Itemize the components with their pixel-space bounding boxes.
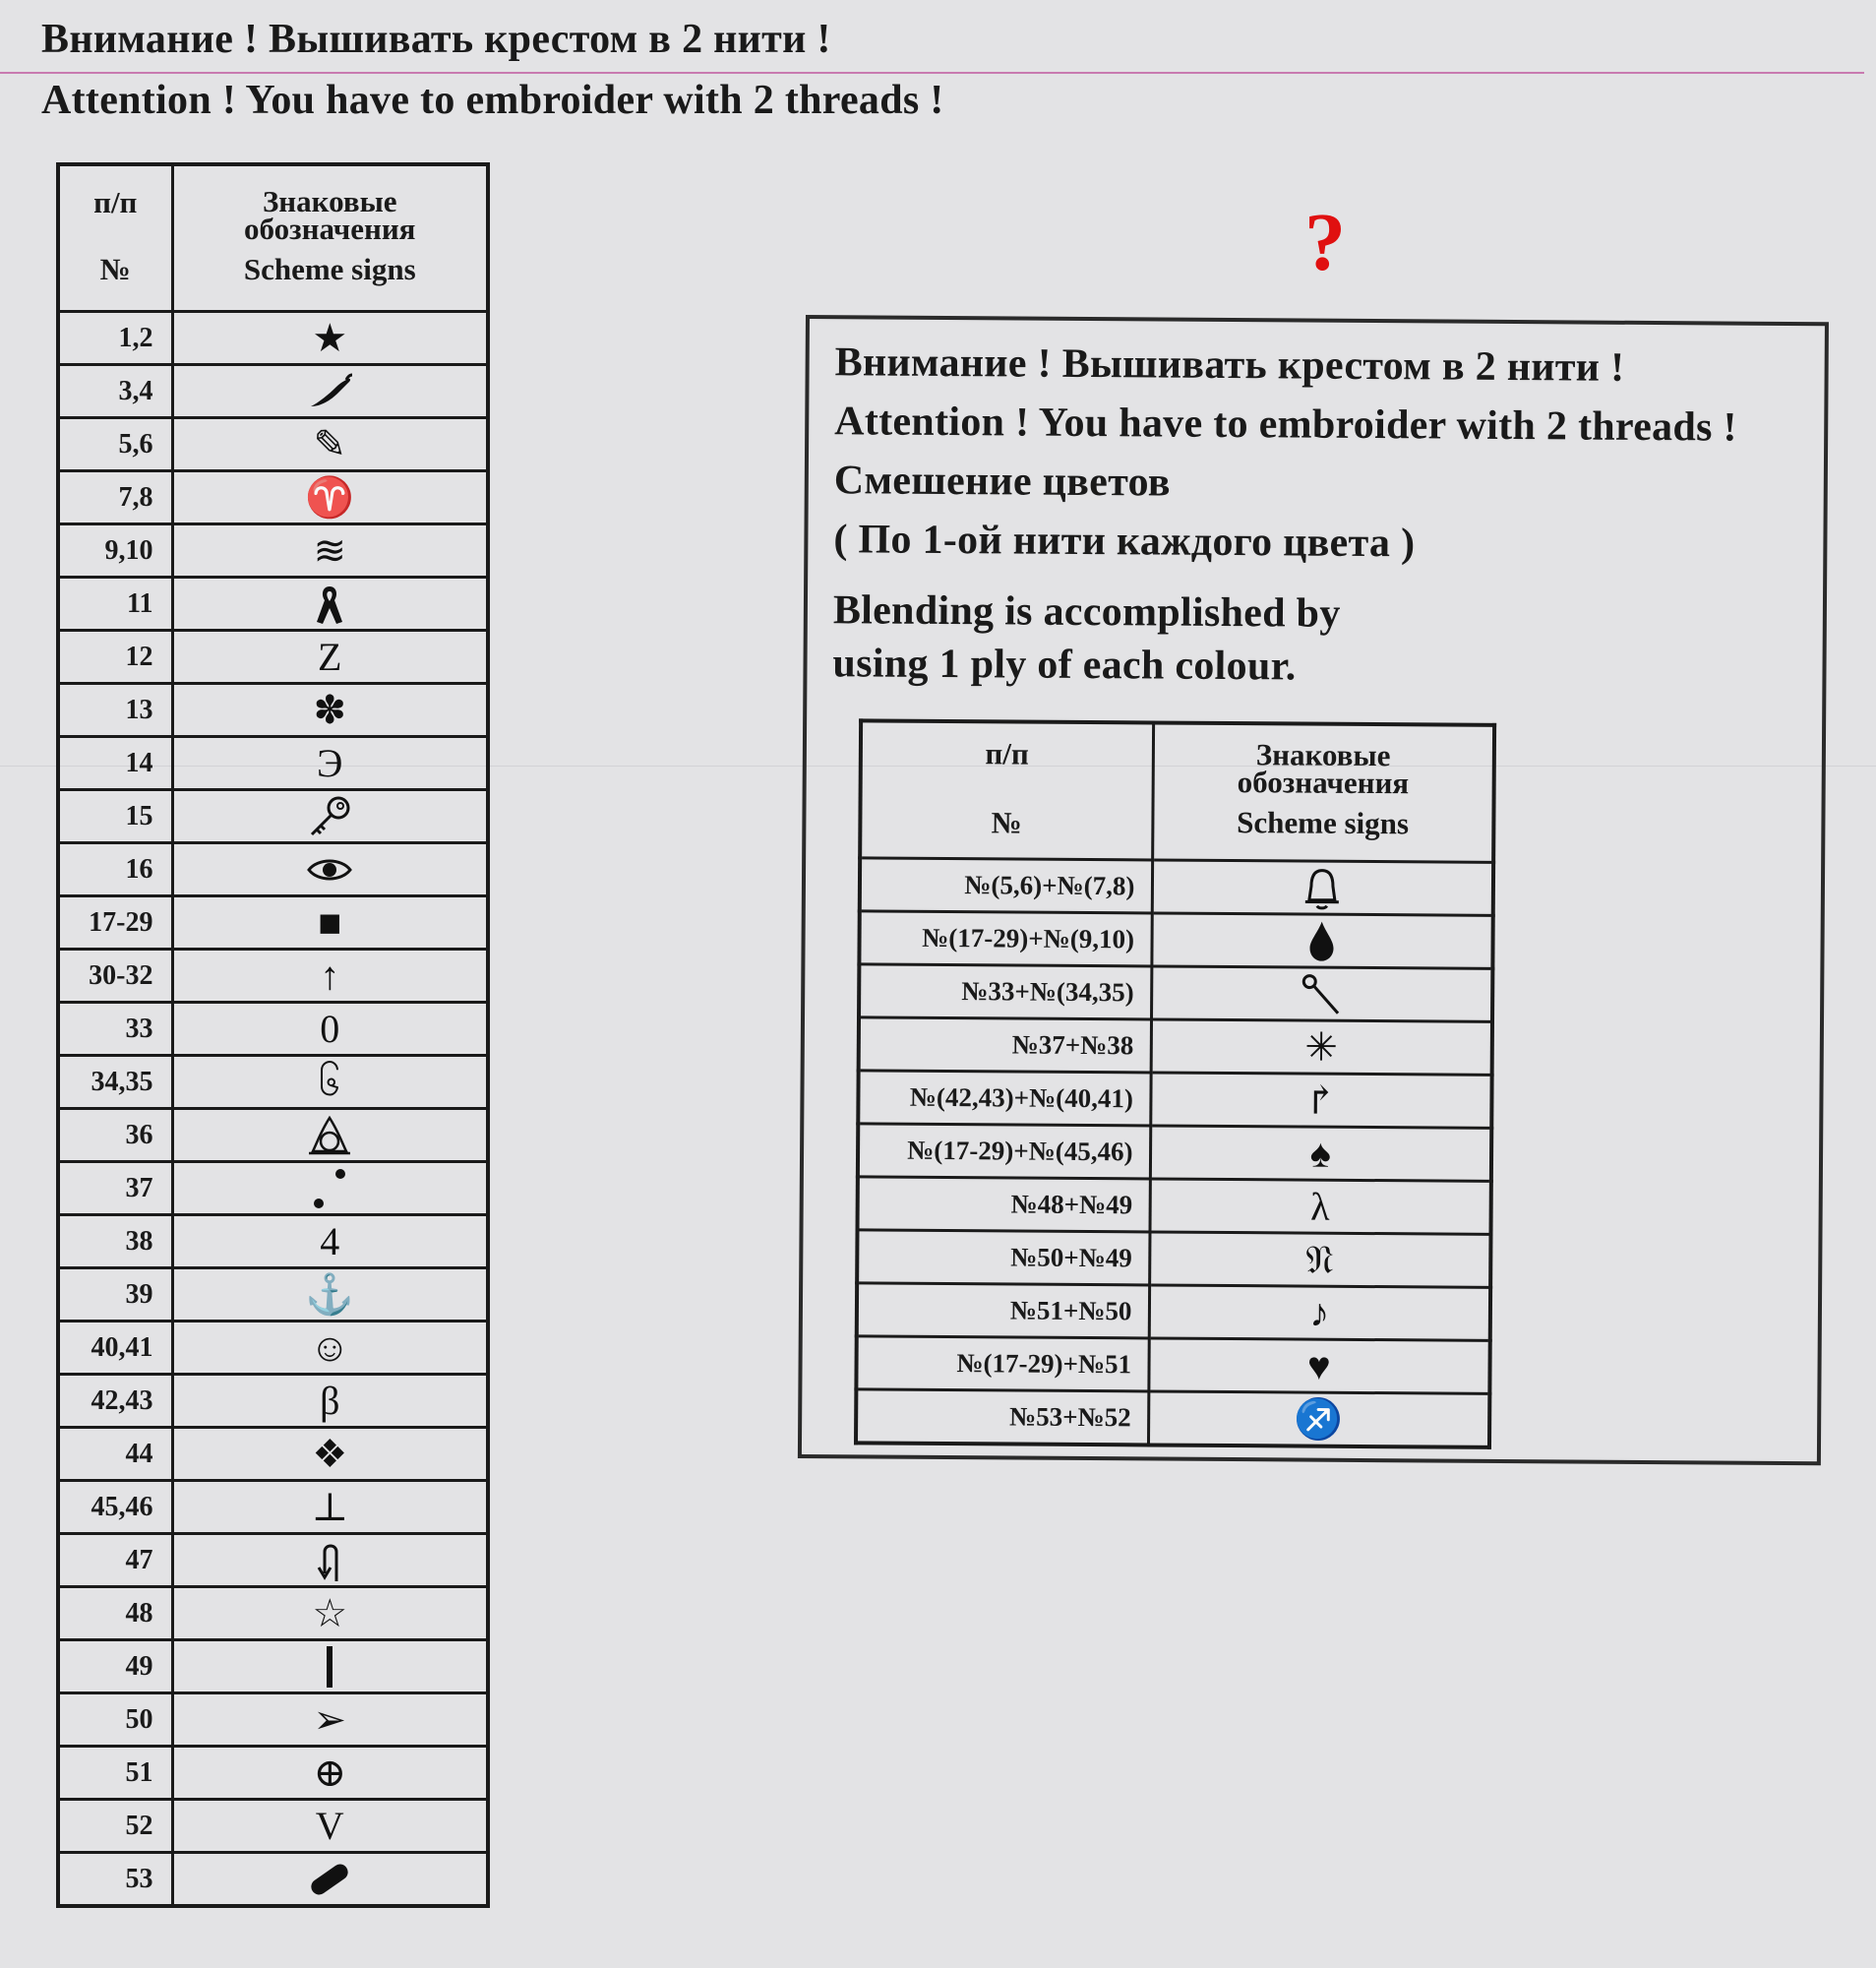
row-number: №50+№49 xyxy=(857,1230,1149,1285)
table-header xyxy=(58,164,488,312)
col-num-top: п/п xyxy=(93,185,138,219)
col-sign-bottom: Scheme signs xyxy=(1237,805,1410,841)
table-row xyxy=(58,1428,488,1481)
table-row xyxy=(58,896,488,950)
arrowhead-icon: ➢ xyxy=(313,1696,346,1742)
two-dots-icon xyxy=(174,1164,487,1213)
table-row xyxy=(857,1230,1490,1287)
row-number: №(17-29)+№51 xyxy=(856,1336,1148,1391)
smiley-icon: ☺ xyxy=(309,1324,350,1370)
col-num-bottom: № xyxy=(991,805,1022,840)
warning-ru: Внимание ! Вышивать крестом в 2 нити ! xyxy=(41,17,831,62)
col-sign-top: Знаковые обозначения xyxy=(244,184,416,246)
four-diamonds-icon: ❖ xyxy=(312,1431,348,1476)
flower-icon: ✽ xyxy=(313,687,346,732)
row-number: 17-29 xyxy=(58,896,172,950)
row-number: №37+№38 xyxy=(859,1017,1151,1073)
table-row xyxy=(857,1283,1490,1340)
table-row xyxy=(58,1534,488,1587)
row-number: 14 xyxy=(58,737,172,790)
table-row xyxy=(58,578,488,631)
table-row xyxy=(58,1056,488,1109)
question-mark: ? xyxy=(1304,197,1346,288)
table-row xyxy=(58,1800,488,1853)
col-sign-bottom: Scheme signs xyxy=(243,252,416,286)
aries-icon: ♈ xyxy=(305,474,355,520)
row-number: 51 xyxy=(58,1747,172,1800)
table-row xyxy=(58,1747,488,1800)
table-row xyxy=(858,1177,1491,1234)
col-sign-top: Знаковые обозначения xyxy=(1237,737,1410,801)
outline-star-icon: ☆ xyxy=(312,1590,348,1635)
pink-rule xyxy=(0,72,1864,74)
letter-v-icon: V xyxy=(315,1803,344,1848)
mix-note: ( По 1-ой нити каждого цвета ) xyxy=(833,517,1416,567)
triquetra-icon xyxy=(174,1114,487,1157)
row-number: 15 xyxy=(58,790,172,843)
aquarius-icon: ≋ xyxy=(313,527,346,573)
beta-icon: β xyxy=(320,1378,340,1423)
row-number: 5,6 xyxy=(58,418,172,471)
reversed-e-icon: Э xyxy=(317,740,343,785)
heart-icon: ♥ xyxy=(1306,1343,1331,1388)
up-arrow-icon: ↑ xyxy=(320,953,340,998)
capsule-icon xyxy=(174,1859,487,1900)
zero-slash-icon: 0 xyxy=(320,1006,340,1051)
row-number: 9,10 xyxy=(58,524,172,578)
pin-icon xyxy=(1153,970,1491,1017)
row-number: 1,2 xyxy=(58,312,172,365)
row-number: 7,8 xyxy=(58,471,172,524)
table-row xyxy=(58,365,488,418)
row-number: 16 xyxy=(58,843,172,896)
circled-plus-icon: ⊕ xyxy=(313,1750,346,1795)
row-number: №(17-29)+№(9,10) xyxy=(859,911,1151,966)
table-row xyxy=(859,964,1492,1021)
row-number: 13 xyxy=(58,684,172,737)
row-number: 50 xyxy=(58,1693,172,1747)
blend-line-1: Blending is accomplished by xyxy=(832,587,1341,637)
table-row xyxy=(58,1375,488,1428)
row-number: 3,4 xyxy=(58,365,172,418)
sagittarius-icon: ♐ xyxy=(1294,1395,1344,1442)
table-row xyxy=(58,1853,488,1907)
table-row xyxy=(58,418,488,471)
table-row xyxy=(860,858,1493,915)
table-row xyxy=(859,1017,1492,1075)
row-number: 42,43 xyxy=(58,1375,172,1428)
row-number: 11 xyxy=(58,578,172,631)
anchor-icon: ⚓ xyxy=(305,1271,355,1317)
table-row xyxy=(858,1124,1491,1181)
panel-warning-en: Attention ! You have to embroider with 2 threads ! xyxy=(834,399,1737,451)
row-number: 47 xyxy=(58,1534,172,1587)
letter-z-icon: Z xyxy=(318,634,342,679)
up-tack-icon: ⊥ xyxy=(311,1484,349,1529)
table-row xyxy=(58,312,488,365)
row-number: №48+№49 xyxy=(858,1177,1150,1232)
table-row xyxy=(58,1587,488,1640)
row-number: 40,41 xyxy=(58,1322,172,1375)
row-number: 45,46 xyxy=(58,1481,172,1534)
row-number: 48 xyxy=(58,1587,172,1640)
filled-square-icon: ■ xyxy=(318,899,342,945)
blend-line-2: using 1 ply of each colour. xyxy=(832,641,1297,690)
bell-icon xyxy=(1153,865,1491,910)
row-number: 38 xyxy=(58,1215,172,1268)
row-number: 49 xyxy=(58,1640,172,1693)
row-number: 53 xyxy=(58,1853,172,1907)
table-row xyxy=(58,1003,488,1056)
row-number: 12 xyxy=(58,631,172,684)
col-num-top: п/п xyxy=(985,736,1029,771)
fraktur-n-icon: 𝔑 xyxy=(1305,1237,1334,1282)
table-row xyxy=(58,950,488,1003)
row-number: №(42,43)+№(40,41) xyxy=(858,1071,1150,1126)
row-number: 34,35 xyxy=(58,1056,172,1109)
row-number: 33 xyxy=(58,1003,172,1056)
eye-icon xyxy=(174,855,487,885)
warning-en: Attention ! You have to embroider with 2 threads ! xyxy=(41,78,944,123)
panel-warning-ru: Внимание ! Вышивать крестом в 2 нити ! xyxy=(834,339,1625,391)
row-number: 44 xyxy=(58,1428,172,1481)
table-row xyxy=(58,1109,488,1162)
table-row xyxy=(58,1268,488,1322)
row-number: 30-32 xyxy=(58,950,172,1003)
vertical-bar-icon xyxy=(174,1644,487,1690)
table-row xyxy=(58,524,488,578)
row-number: №53+№52 xyxy=(856,1389,1148,1445)
scheme-signs-table xyxy=(56,162,490,1908)
table-header xyxy=(860,720,1494,862)
lambda-icon: λ xyxy=(1310,1184,1330,1229)
table-row xyxy=(58,1322,488,1375)
table-row xyxy=(859,911,1492,968)
spiral-icon: ၆ xyxy=(319,1059,341,1104)
drop-icon xyxy=(1153,917,1491,964)
table-row xyxy=(58,1162,488,1215)
pencil-icon: ✎ xyxy=(313,421,346,466)
table-row xyxy=(58,843,488,896)
blending-panel xyxy=(798,315,1829,1465)
row-number: 39 xyxy=(58,1268,172,1322)
table-row xyxy=(58,1693,488,1747)
table-row xyxy=(856,1389,1489,1447)
table-row xyxy=(58,737,488,790)
table-row xyxy=(58,631,488,684)
table-row xyxy=(58,684,488,737)
row-number: №33+№(34,35) xyxy=(859,964,1151,1019)
chili-pepper-icon xyxy=(174,373,487,410)
digit-four-icon: 4 xyxy=(320,1218,340,1263)
table-row xyxy=(58,1481,488,1534)
filled-star-icon: ★ xyxy=(312,315,348,360)
asterisk-icon: ✳ xyxy=(1304,1024,1338,1070)
mix-title: Смешение цветов xyxy=(833,458,1171,506)
spade-icon: ♠ xyxy=(1309,1131,1332,1176)
row-number: №(17-29)+№(45,46) xyxy=(858,1124,1150,1179)
table-row xyxy=(856,1336,1489,1393)
table-row xyxy=(58,1640,488,1693)
hook-arrow-icon xyxy=(174,1538,487,1583)
blend-signs-table xyxy=(854,718,1496,1449)
music-note-icon: ♪ xyxy=(1309,1290,1330,1335)
turn-right-arrow-icon: ↱ xyxy=(1303,1077,1338,1123)
table-row xyxy=(58,790,488,843)
ribbon-icon xyxy=(174,583,487,626)
row-number: №51+№50 xyxy=(857,1283,1149,1338)
key-icon xyxy=(174,795,487,838)
row-number: 36 xyxy=(58,1109,172,1162)
table-row xyxy=(58,1215,488,1268)
row-number: №(5,6)+№(7,8) xyxy=(860,858,1152,913)
col-num-bottom: № xyxy=(99,252,131,286)
row-number: 37 xyxy=(58,1162,172,1215)
table-row xyxy=(858,1071,1491,1128)
table-row xyxy=(58,471,488,524)
row-number: 52 xyxy=(58,1800,172,1853)
